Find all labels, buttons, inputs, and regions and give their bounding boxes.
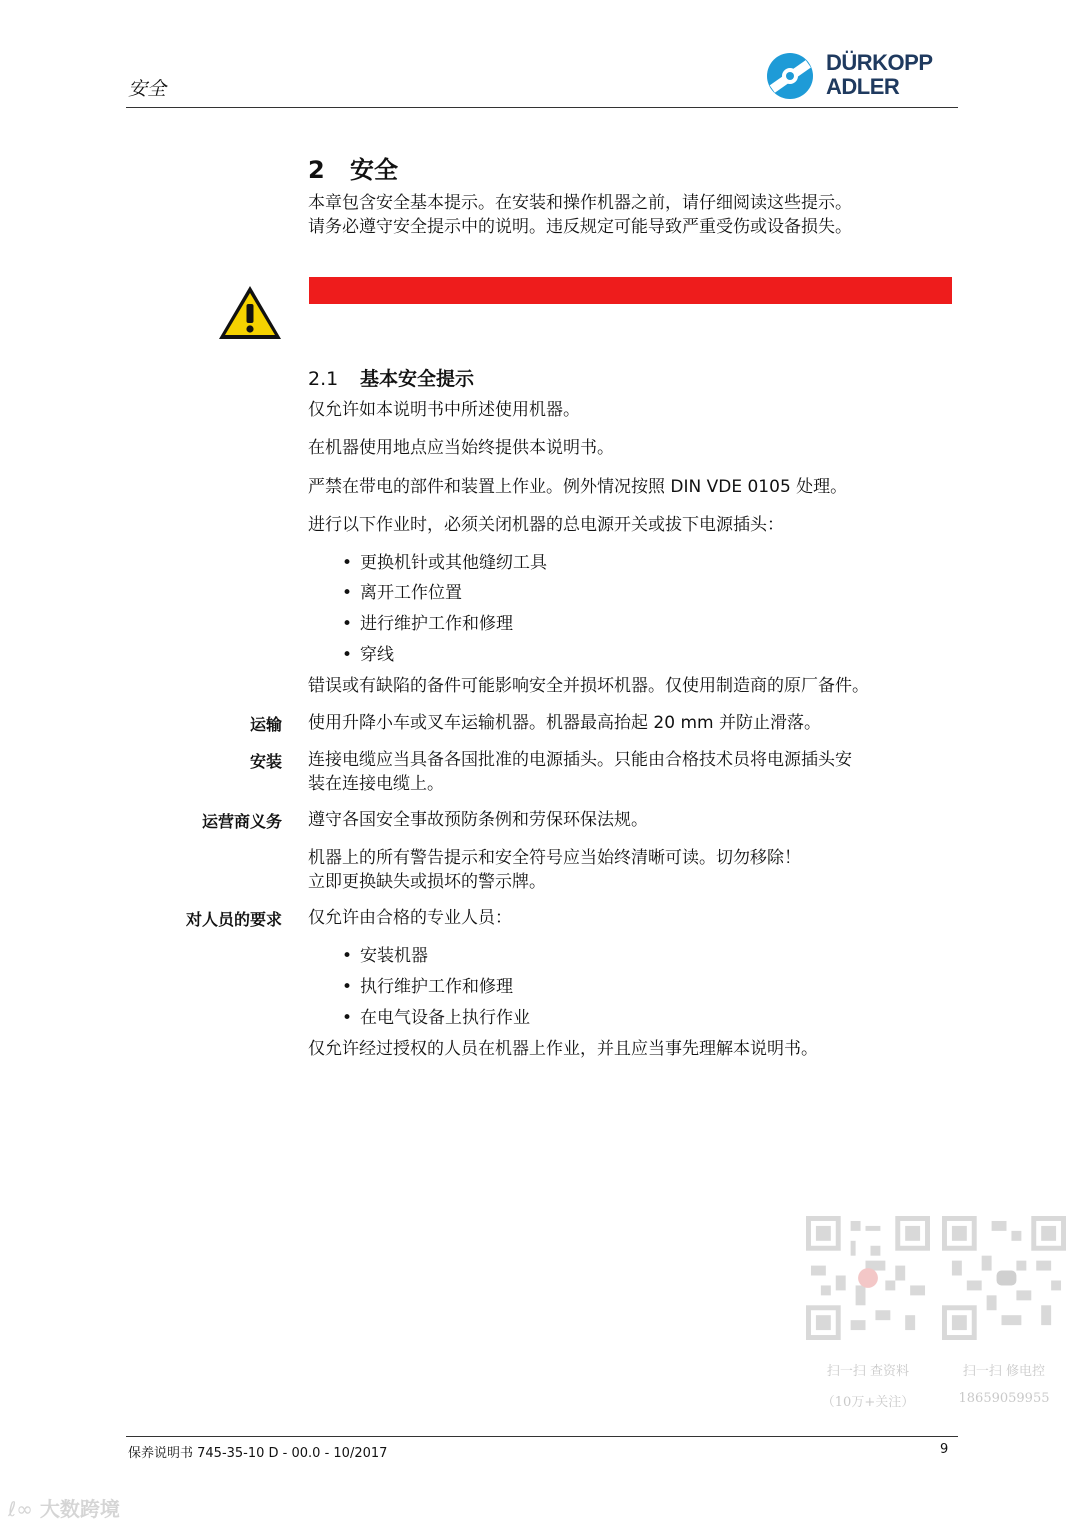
warning-bar <box>309 277 952 304</box>
corner-watermark <box>8 1493 120 1522</box>
side-label-operator: 运营商义务 <box>201 812 282 831</box>
list-item: • 在电气设备上执行作业 <box>342 1008 530 1028</box>
section-number: 2.1 <box>308 368 339 390</box>
qr-code-left-icon <box>806 1216 930 1340</box>
header-divider <box>126 107 958 108</box>
paragraph-installation-line-2: 装在连接电缆上。 <box>308 774 444 794</box>
list-item: • 更换机针或其他缝纫工具 <box>342 553 547 573</box>
paragraph-manual-location: 在机器使用地点应当始终提供本说明书。 <box>308 438 614 458</box>
logo-line-2: ADLER <box>826 74 900 99</box>
chapter-title: 安全 <box>350 156 398 184</box>
paragraph-power-off: 进行以下作业时，必须关闭机器的总电源开关或拔下电源插头： <box>308 515 784 535</box>
paragraph-usage: 仅允许如本说明书中所述使用机器。 <box>308 400 580 420</box>
paragraph-installation-line-1: 连接电缆应当具备各国批准的电源插头。只能由合格技术员将电源插头安 <box>308 750 852 770</box>
side-label-transport: 运输 <box>249 715 282 734</box>
watermark-text: 大数跨境 <box>39 1497 120 1521</box>
watermark-logo-icon: ℓ∞ <box>8 1497 33 1521</box>
section-heading <box>308 364 474 391</box>
chapter-heading <box>308 150 398 185</box>
paragraph-signs-line-1: 机器上的所有警告提示和安全符号应当始终清晰可读。切勿移除！ <box>308 848 801 868</box>
chapter-intro-line-1: 本章包含安全基本提示。在安装和操作机器之前，请仔细阅读这些提示。 <box>308 193 852 213</box>
header-title: 安全 <box>128 78 167 100</box>
side-label-installation: 安装 <box>249 752 282 771</box>
qr-left-caption-2: （10万+关注） <box>821 1395 915 1410</box>
chapter-intro-line-2: 请务必遵守安全提示中的说明。违反规定可能导致严重受伤或设备损失。 <box>308 217 852 237</box>
paragraph-authorized: 仅允许经过授权的人员在机器上作业，并且应当事先理解本说明书。 <box>308 1039 818 1059</box>
warning-triangle-icon <box>217 284 283 342</box>
paragraph-signs-line-2: 立即更换缺失或损坏的警示牌。 <box>308 872 546 892</box>
logo-line-1: DÜRKOPP <box>826 50 933 75</box>
list-item: • 离开工作位置 <box>342 583 462 603</box>
qr-left-caption-1: 扫一扫 查资料 <box>826 1364 910 1379</box>
list-item: • 进行维护工作和修理 <box>342 614 513 634</box>
qr-code-right-icon <box>942 1216 1066 1340</box>
footer-divider <box>126 1436 958 1437</box>
paragraph-transport: 使用升降小车或叉车运输机器。机器最高抬起 20 mm 并防止滑落。 <box>308 713 821 733</box>
qr-right-caption-1: 扫一扫 修电控 <box>962 1364 1046 1379</box>
footer-document-id: 保养说明书 745-35-10 D - 00.0 - 10/2017 <box>128 1446 388 1461</box>
list-item: • 穿线 <box>342 645 394 665</box>
qr-right-caption-2: 18659059955 <box>958 1391 1050 1406</box>
paragraph-spare-parts: 错误或有缺陷的备件可能影响安全并损坏机器。仅使用制造商的原厂备件。 <box>308 676 869 696</box>
chapter-number: 2 <box>308 156 325 184</box>
side-label-personnel: 对人员的要求 <box>185 910 282 929</box>
logo-mark-icon <box>760 50 820 102</box>
list-item: • 执行维护工作和修理 <box>342 977 513 997</box>
paragraph-live-parts: 严禁在带电的部件和装置上作业。例外情况按照 DIN VDE 0105 处理。 <box>308 477 848 497</box>
paragraph-personnel: 仅允许由合格的专业人员： <box>308 908 512 928</box>
list-item: • 安装机器 <box>342 946 428 966</box>
paragraph-operator: 遵守各国安全事故预防条例和劳保环保法规。 <box>308 810 648 830</box>
section-title: 基本安全提示 <box>360 368 475 390</box>
brand-logo <box>760 50 960 102</box>
page-number: 9 <box>940 1442 949 1457</box>
